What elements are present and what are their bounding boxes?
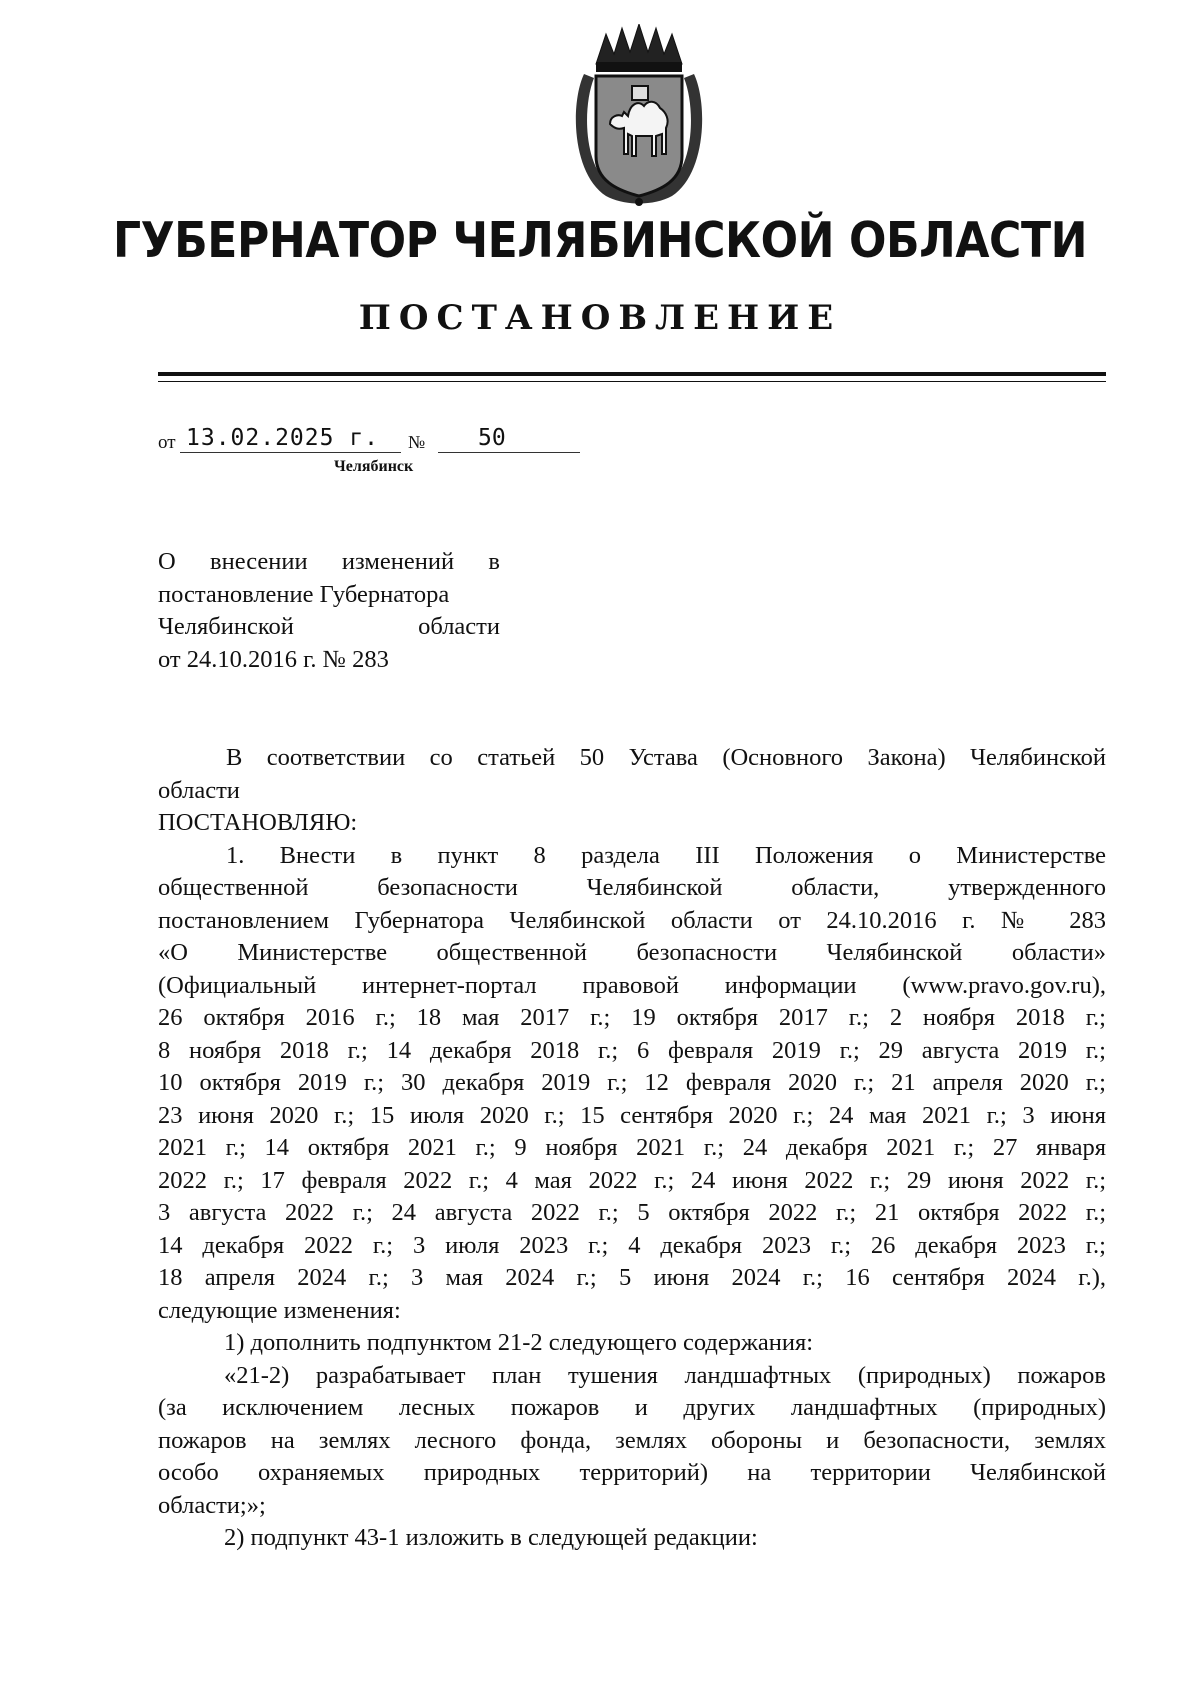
header-divider-thick: [158, 372, 1106, 376]
body-line: 3 августа 2022 г.; 24 августа 2022 г.; 5 октября 2022 г.; 21 октября 2022 г.;: [158, 1199, 1106, 1226]
subject-line: Челябинской области: [158, 613, 500, 640]
body-line: 14 декабря 2022 г.; 3 июля 2023 г.; 4 декабря 2023 г.; 26 декабря 2023 г.;: [158, 1231, 1106, 1259]
body-line: 2022 г.; 17 февраля 2022 г.; 4 мая 2022 г.; 24 июня 2022 г.; 29 июня 2022 г.;: [158, 1166, 1106, 1194]
body-line: «О Министерстве общественной безопасности Челябинской области»: [158, 939, 1106, 966]
document-body: [158, 742, 1106, 1555]
body-line: 26 октября 2016 г.; 18 мая 2017 г.; 19 октября 2017 г.; 2 ноября 2018 г.;: [158, 1004, 1106, 1031]
body-line: (Официальный интернет-портал правовой информации (www.pravo.gov.ru),: [158, 971, 1106, 999]
document-subject: [158, 546, 500, 676]
body-line: В соответствии со статьей 50 Устава (Основного Закона) Челябинской: [226, 744, 1106, 771]
body-line: 8 ноября 2018 г.; 14 декабря 2018 г.; 6 февраля 2019 г.; 29 августа 2019 г.;: [158, 1036, 1106, 1064]
body-line: 1. Внести в пункт 8 раздела III Положения о Министерстве: [226, 841, 1106, 869]
org-title: ГУБЕРНАТОР ЧЕЛЯБИНСКОЙ ОБЛАСТИ: [112, 212, 1088, 269]
subject-line: постановление Губернатора: [158, 580, 450, 608]
body-line: области;»;: [158, 1491, 266, 1519]
body-line: области: [158, 776, 240, 804]
body-line: (за исключением лесных пожаров и других ландшафтных (природных): [158, 1394, 1106, 1421]
body-line: «21-2) разрабатывает план тушения ландшафтных (природных) пожаров: [224, 1361, 1106, 1389]
body-line: следующие изменения:: [158, 1296, 401, 1324]
body-line: особо охраняемых природных территорий) на территории Челябинской: [158, 1459, 1106, 1486]
document-type: ПОСТАНОВЛЕНИЕ: [358, 298, 842, 338]
body-line: 2) подпункт 43-1 изложить в следующей редакции:: [224, 1524, 758, 1551]
body-line: 10 октября 2019 г.; 30 декабря 2019 г.; 12 февраля 2020 г.; 21 апреля 2020 г.;: [158, 1069, 1106, 1096]
body-line: пожаров на землях лесного фонда, землях обороны и безопасности, землях: [158, 1426, 1106, 1454]
body-line: 2021 г.; 14 октября 2021 г.; 9 ноября 2021 г.; 24 декабря 2021 г.; 27 января: [158, 1134, 1106, 1161]
date-prefix: от: [158, 432, 176, 453]
document-date: 13.02.2025 г.: [186, 425, 380, 451]
subject-line: от 24.10.2016 г. № 283: [158, 645, 389, 673]
body-line: ПОСТАНОВЛЯЮ:: [158, 809, 358, 836]
date-underline: [180, 452, 401, 453]
body-line: 1) дополнить подпунктом 21-2 следующего содержания:: [224, 1329, 814, 1356]
body-line: общественной безопасности Челябинской области, утвержденного: [158, 874, 1106, 901]
city-name: Челябинск: [334, 458, 414, 475]
header-divider-thin: [158, 381, 1106, 382]
document-number: 50: [478, 425, 506, 451]
coat-of-arms-icon: [566, 24, 712, 212]
body-line: 18 апреля 2024 г.; 3 мая 2024 г.; 5 июня 2024 г.; 16 сентября 2024 г.),: [158, 1264, 1106, 1291]
body-line: 23 июня 2020 г.; 15 июля 2020 г.; 15 сентября 2020 г.; 24 мая 2021 г.; 3 июня: [158, 1101, 1106, 1129]
number-label: №: [408, 432, 426, 452]
number-underline: [438, 452, 580, 453]
body-line: постановлением Губернатора Челябинской области от 24.10.2016 г. № 283: [158, 906, 1106, 934]
subject-line: О внесении изменений в: [158, 548, 500, 575]
